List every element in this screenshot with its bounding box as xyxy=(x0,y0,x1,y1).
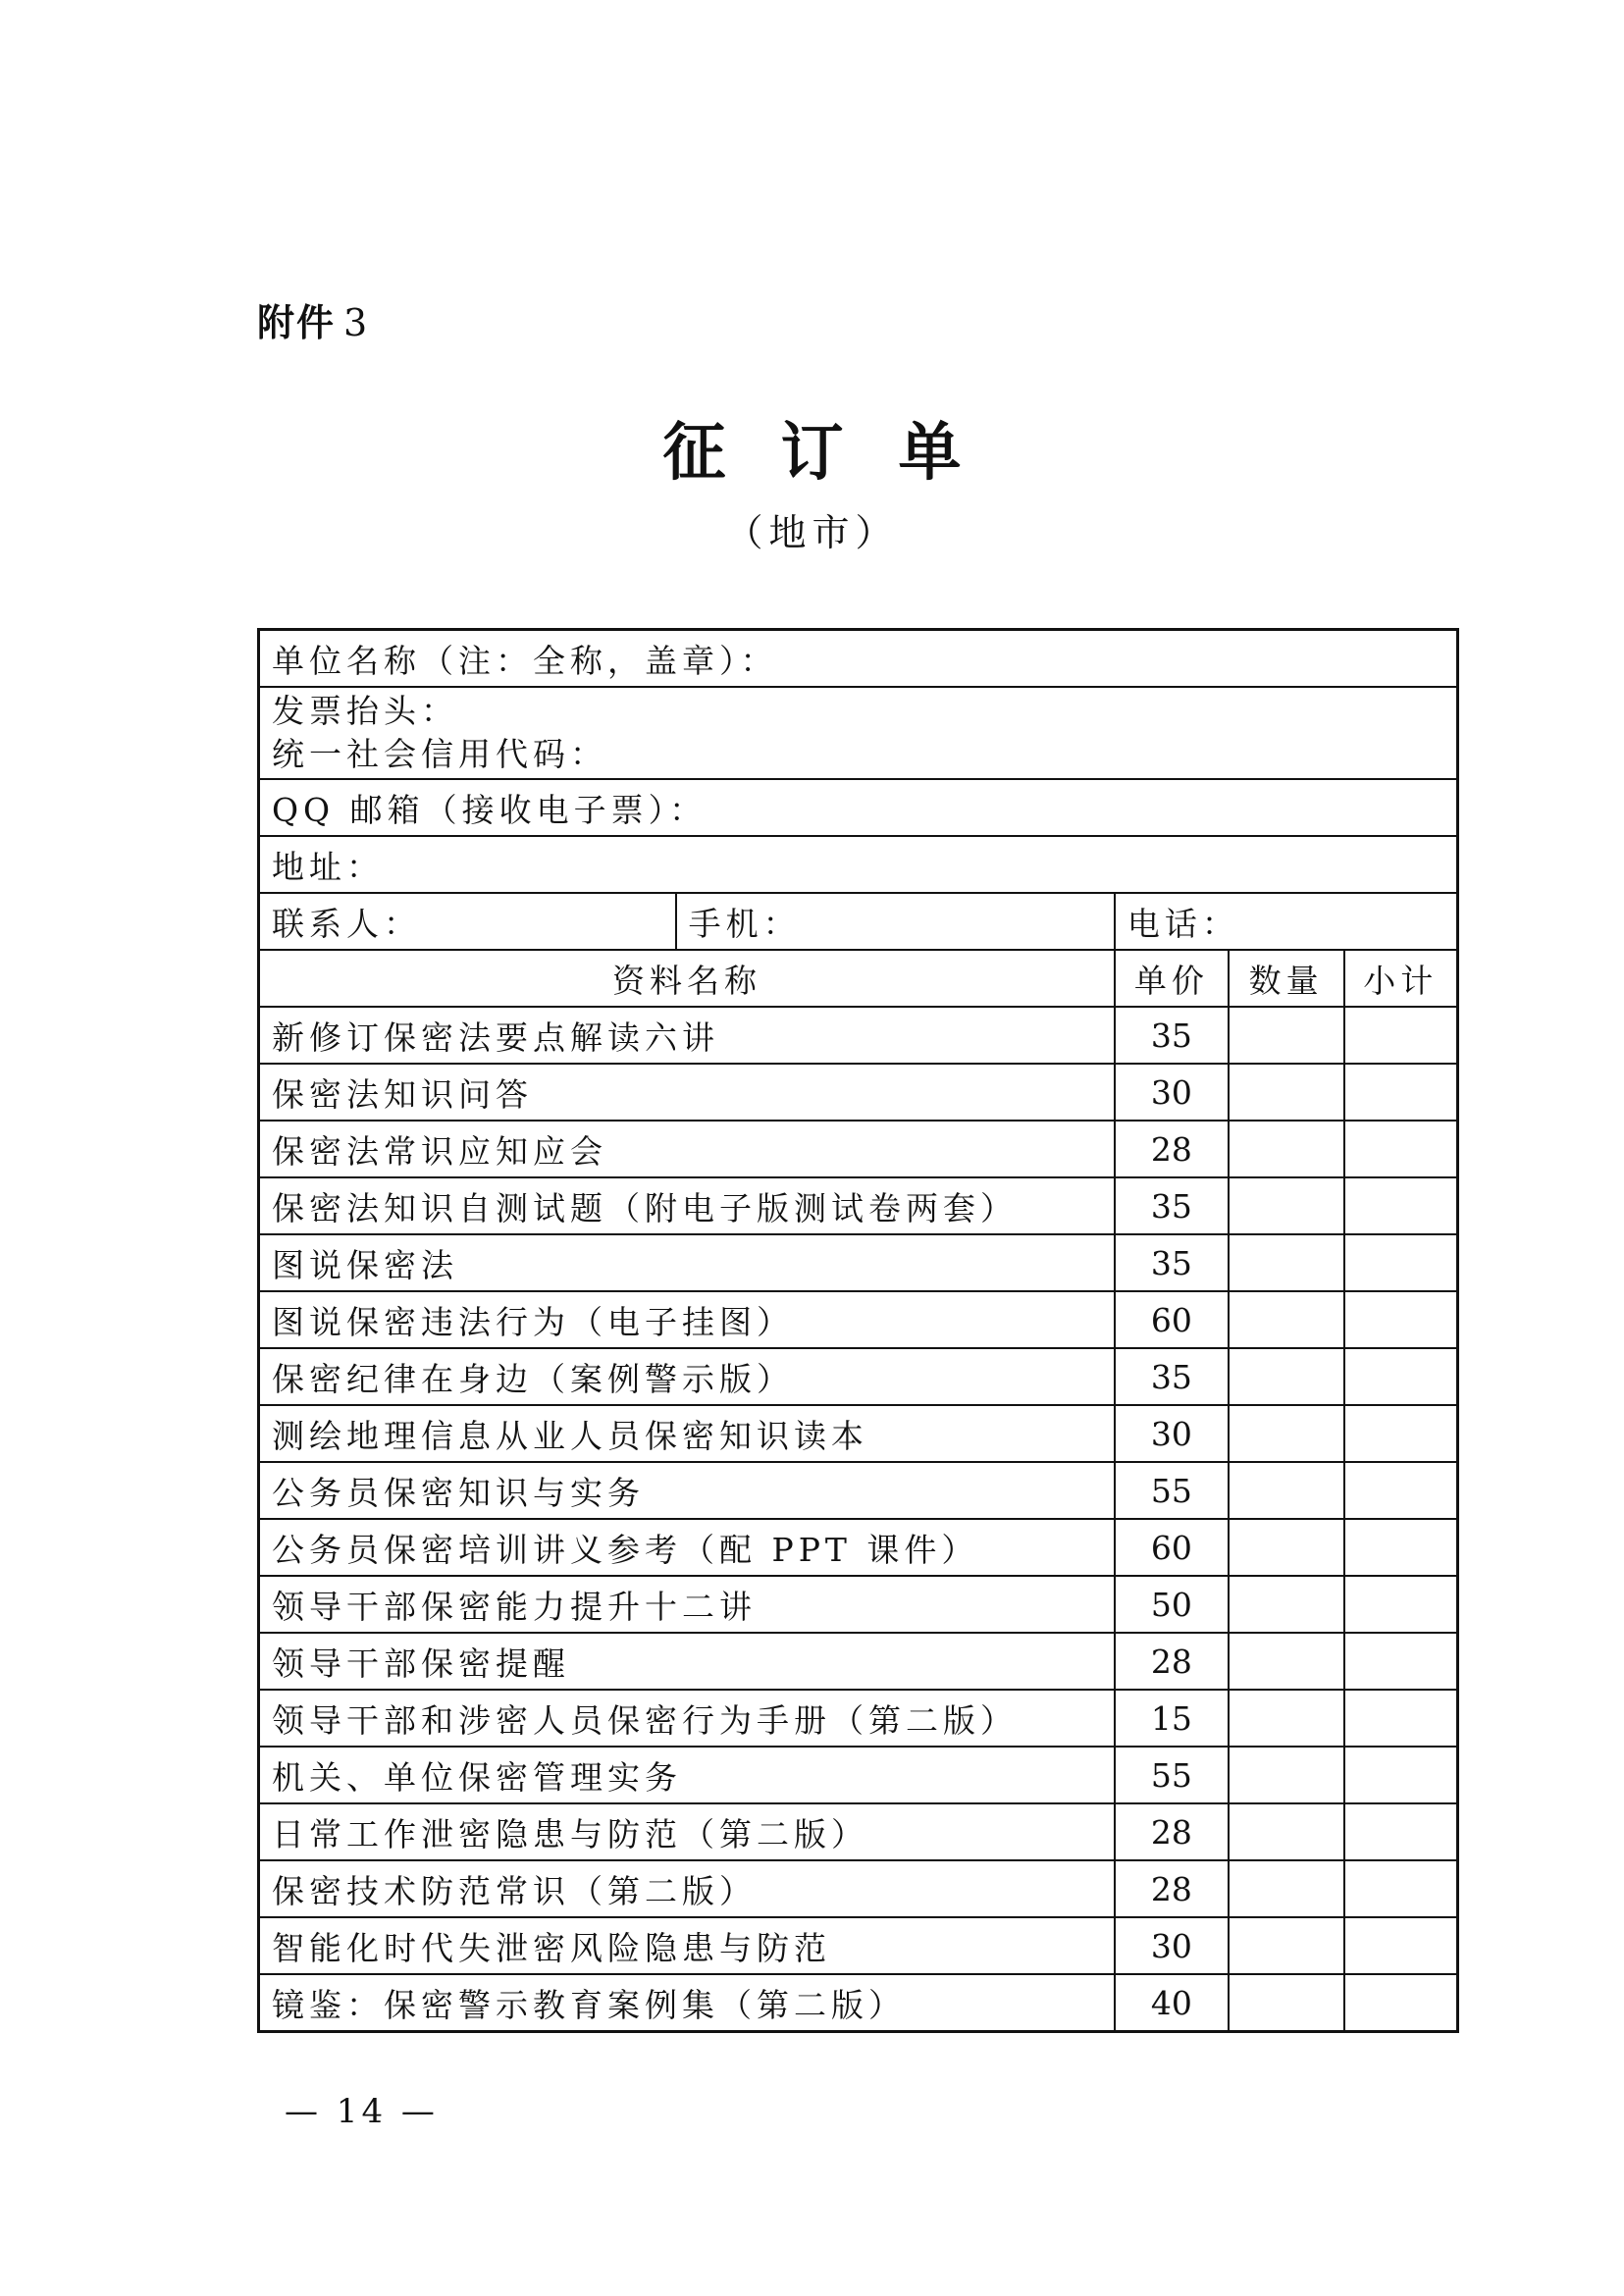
item-price: 35 xyxy=(1115,1348,1229,1405)
item-subtotal-cell[interactable] xyxy=(1344,1747,1458,1803)
item-subtotal-cell[interactable] xyxy=(1344,1007,1458,1064)
item-price: 55 xyxy=(1115,1462,1229,1519)
invoice-header-label: 发票抬头： xyxy=(272,692,458,730)
contact-field[interactable]: 联系人： xyxy=(259,893,676,950)
page-title: 征订单 xyxy=(662,416,1017,490)
header-price: 单价 xyxy=(1115,950,1229,1007)
item-price: 50 xyxy=(1115,1576,1229,1633)
attachment-label: 附件 xyxy=(257,301,337,344)
credit-code-label: 统一社会信用代码： xyxy=(272,735,607,773)
item-name: 公务员保密知识与实务 xyxy=(259,1462,1115,1519)
item-price: 35 xyxy=(1115,1007,1229,1064)
page-number: — 14 — xyxy=(285,2092,439,2131)
item-subtotal-cell[interactable] xyxy=(1344,1576,1458,1633)
table-row xyxy=(259,1917,1458,1974)
table-row xyxy=(259,1462,1458,1519)
item-quantity-cell[interactable] xyxy=(1229,1576,1344,1633)
table-row xyxy=(259,1291,1458,1348)
item-quantity-cell[interactable] xyxy=(1229,1803,1344,1860)
item-subtotal-cell[interactable] xyxy=(1344,1690,1458,1747)
item-quantity-cell[interactable] xyxy=(1229,1348,1344,1405)
attachment-number: 3 xyxy=(343,301,370,344)
table-row xyxy=(259,1064,1458,1121)
table-row xyxy=(259,1519,1458,1576)
item-name: 镜鉴：保密警示教育案例集（第二版） xyxy=(259,1974,1115,2032)
order-form-table xyxy=(257,628,1459,2033)
item-price: 55 xyxy=(1115,1747,1229,1803)
table-row xyxy=(259,1576,1458,1633)
item-price: 28 xyxy=(1115,1633,1229,1690)
table-row xyxy=(259,1405,1458,1462)
header-subtotal: 小计 xyxy=(1344,950,1458,1007)
table-row xyxy=(259,1234,1458,1291)
page-subtitle: （地市） xyxy=(725,511,899,554)
item-quantity-cell[interactable] xyxy=(1229,1121,1344,1177)
table-row xyxy=(259,1974,1458,2032)
table-row xyxy=(259,1633,1458,1690)
mobile-field[interactable]: 手机： xyxy=(676,893,1115,950)
item-subtotal-cell[interactable] xyxy=(1344,1462,1458,1519)
item-subtotal-cell[interactable] xyxy=(1344,1405,1458,1462)
attachment-heading xyxy=(257,292,369,346)
item-name: 测绘地理信息从业人员保密知识读本 xyxy=(259,1405,1115,1462)
invoice-field[interactable] xyxy=(259,687,1458,779)
item-quantity-cell[interactable] xyxy=(1229,1633,1344,1690)
item-subtotal-cell[interactable] xyxy=(1344,1633,1458,1690)
table-row xyxy=(259,1690,1458,1747)
item-price: 35 xyxy=(1115,1234,1229,1291)
item-name: 领导干部保密能力提升十二讲 xyxy=(259,1576,1115,1633)
item-price: 15 xyxy=(1115,1690,1229,1747)
table-row xyxy=(259,1177,1458,1234)
item-name: 保密技术防范常识（第二版） xyxy=(259,1860,1115,1917)
item-quantity-cell[interactable] xyxy=(1229,1291,1344,1348)
item-quantity-cell[interactable] xyxy=(1229,1860,1344,1917)
item-subtotal-cell[interactable] xyxy=(1344,1291,1458,1348)
item-name: 领导干部保密提醒 xyxy=(259,1633,1115,1690)
item-name: 保密法常识应知应会 xyxy=(259,1121,1115,1177)
item-name: 保密法知识自测试题（附电子版测试卷两套） xyxy=(259,1177,1115,1234)
item-quantity-cell[interactable] xyxy=(1229,1974,1344,2032)
item-name: 保密法知识问答 xyxy=(259,1064,1115,1121)
item-subtotal-cell[interactable] xyxy=(1344,1519,1458,1576)
item-price: 40 xyxy=(1115,1974,1229,2032)
item-price: 30 xyxy=(1115,1917,1229,1974)
item-price: 28 xyxy=(1115,1803,1229,1860)
item-subtotal-cell[interactable] xyxy=(1344,1974,1458,2032)
item-quantity-cell[interactable] xyxy=(1229,1917,1344,1974)
item-quantity-cell[interactable] xyxy=(1229,1462,1344,1519)
header-quantity: 数量 xyxy=(1229,950,1344,1007)
item-quantity-cell[interactable] xyxy=(1229,1405,1344,1462)
item-subtotal-cell[interactable] xyxy=(1344,1234,1458,1291)
item-subtotal-cell[interactable] xyxy=(1344,1177,1458,1234)
item-name: 机关、单位保密管理实务 xyxy=(259,1747,1115,1803)
table-row xyxy=(259,1860,1458,1917)
item-name: 领导干部和涉密人员保密行为手册（第二版） xyxy=(259,1690,1115,1747)
item-price: 28 xyxy=(1115,1121,1229,1177)
address-field[interactable]: 地址： xyxy=(259,836,1458,893)
item-name: 公务员保密培训讲义参考（配 PPT 课件） xyxy=(259,1519,1115,1576)
item-subtotal-cell[interactable] xyxy=(1344,1121,1458,1177)
item-subtotal-cell[interactable] xyxy=(1344,1064,1458,1121)
item-quantity-cell[interactable] xyxy=(1229,1234,1344,1291)
table-row xyxy=(259,1348,1458,1405)
item-quantity-cell[interactable] xyxy=(1229,1177,1344,1234)
item-name: 图说保密法 xyxy=(259,1234,1115,1291)
phone-field[interactable]: 电话： xyxy=(1115,893,1458,950)
item-price: 60 xyxy=(1115,1291,1229,1348)
item-subtotal-cell[interactable] xyxy=(1344,1803,1458,1860)
table-row xyxy=(259,1007,1458,1064)
item-price: 60 xyxy=(1115,1519,1229,1576)
table-row xyxy=(259,1803,1458,1860)
unit-name-field[interactable]: 单位名称（注：全称，盖章）： xyxy=(259,630,1458,688)
item-price: 35 xyxy=(1115,1177,1229,1234)
header-name: 资料名称 xyxy=(259,950,1115,1007)
item-name: 新修订保密法要点解读六讲 xyxy=(259,1007,1115,1064)
item-quantity-cell[interactable] xyxy=(1229,1690,1344,1747)
table-row xyxy=(259,1121,1458,1177)
item-price: 28 xyxy=(1115,1860,1229,1917)
item-subtotal-cell[interactable] xyxy=(1344,1917,1458,1974)
qq-email-field[interactable]: QQ 邮箱（接收电子票）： xyxy=(259,779,1458,836)
item-quantity-cell[interactable] xyxy=(1229,1064,1344,1121)
table-row xyxy=(259,1747,1458,1803)
item-price: 30 xyxy=(1115,1064,1229,1121)
item-quantity-cell[interactable] xyxy=(1229,1007,1344,1064)
item-subtotal-cell[interactable] xyxy=(1344,1348,1458,1405)
item-name: 图说保密违法行为（电子挂图） xyxy=(259,1291,1115,1348)
item-price: 30 xyxy=(1115,1405,1229,1462)
item-subtotal-cell[interactable] xyxy=(1344,1860,1458,1917)
item-name: 智能化时代失泄密风险隐患与防范 xyxy=(259,1917,1115,1974)
item-quantity-cell[interactable] xyxy=(1229,1747,1344,1803)
item-name: 日常工作泄密隐患与防范（第二版） xyxy=(259,1803,1115,1860)
item-quantity-cell[interactable] xyxy=(1229,1519,1344,1576)
item-name: 保密纪律在身边（案例警示版） xyxy=(259,1348,1115,1405)
